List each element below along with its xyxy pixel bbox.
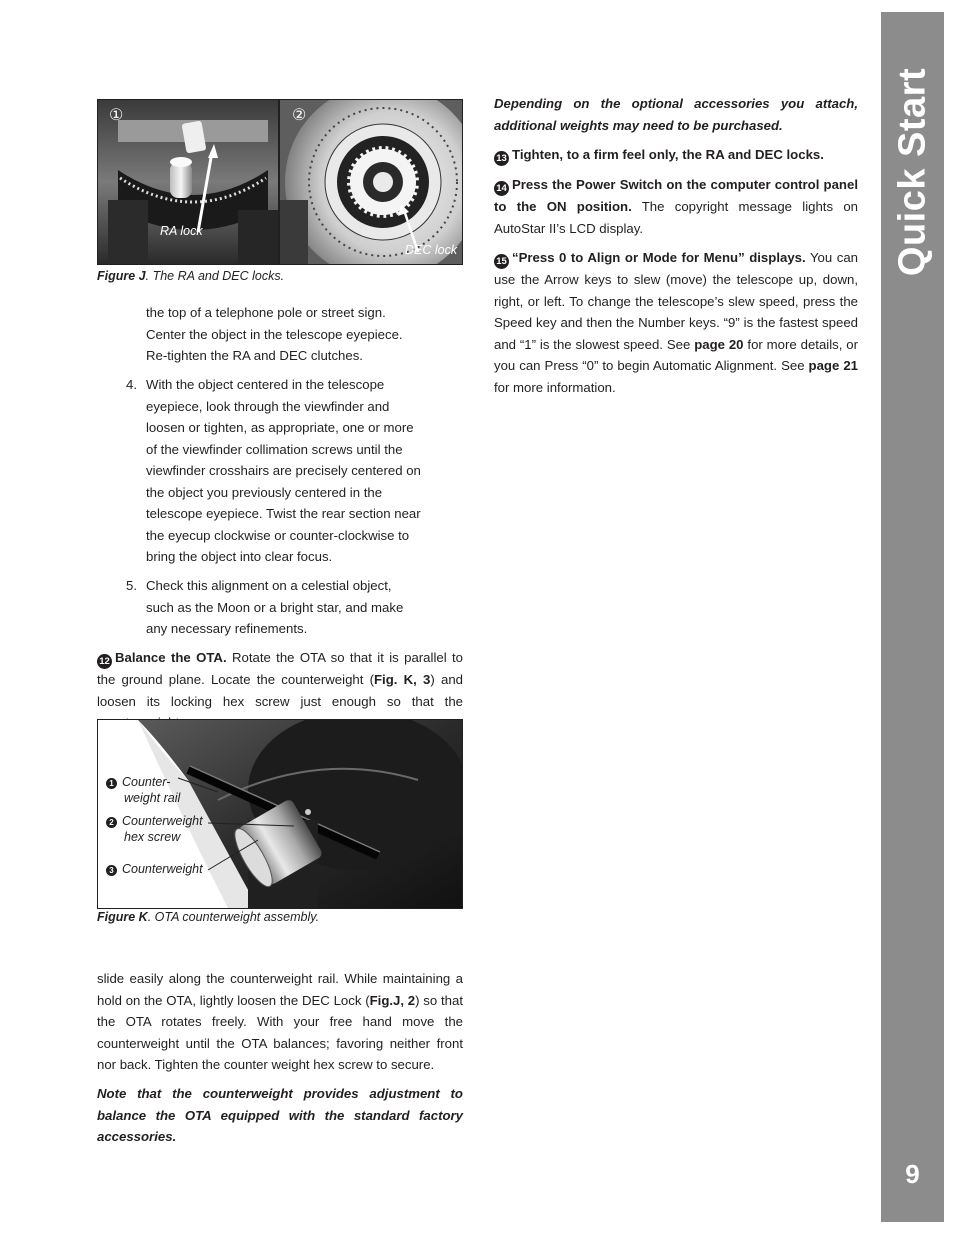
figure-j-caption: Figure J. The RA and DEC locks. [97, 269, 285, 283]
step-3-continuation: the top of a telephone pole or street sign. Center the object in the telescope eyepiece. Re-tighten the RA and DEC clutches. [146, 305, 403, 363]
section-title: Quick Start [891, 67, 933, 277]
counterweight-note: Note that the counterweight provides adjustment to balance the OTA equipped with the standard factory accessories. [97, 1086, 463, 1144]
panel-2-marker: ② [292, 107, 307, 124]
panel-1-marker: ① [109, 107, 124, 124]
figure-j [97, 99, 463, 265]
step-14-marker: 14 [494, 181, 509, 196]
figure-k-caption: Figure K. OTA counterweight assembly. [97, 910, 320, 924]
page-number: 9 [905, 1159, 920, 1189]
step-15-marker: 15 [494, 254, 509, 269]
step-14: 14 Press the Power Switch on the computer control panel to the ON position. The copyright message lights on AutoStar II’s LCD display. [494, 177, 858, 236]
step-13: 13 Tighten, to a firm feel only, the RA and DEC locks. [494, 144, 858, 166]
figure-k-label-2: 2 Counterweight hex screw [106, 813, 203, 845]
step-12: 12 Balance the OTA. Rotate the OTA so that it is parallel to the ground plane. Locate the counterweight (Fig. K, 3) and loosen its locking hex screw just enough so that the [97, 650, 463, 709]
list-item: 4. With the object centered in the telescope eyepiece, look through the viewfinder and loosen or tighten, as appropriate, one or more of the viewfinder collimation screws until the viewfinder crosshairs are precisely centered on the object you previously centered in the telescope eyepiece. Twist the rear section near the eyecup clockwise or counter-clockwise to bring the object into clear focus. [126, 377, 421, 564]
side-tab [881, 12, 944, 1222]
step-12-marker: 12 [97, 654, 112, 669]
step-13-marker: 13 [494, 151, 509, 166]
step-15: 15 “Press 0 to Align or Mode for Menu” displays. You can use the Arrow keys to slew (move) the telescope up, down, right, or left. To change the telescope’s slew speed, press the Speed key and then the Number keys. “9” is the fastest speed and “1” is the slowest speed. See page 20 for more details, or you can Press “0” to begin Automatic Alignment. See page 21 for more information. [494, 250, 859, 395]
list-item: 5. Check this alignment on a celestial object, such as the Moon or a bright star, and make any necessary refinements. [126, 578, 404, 636]
figure-k-label-3: 3 Counterweight [106, 861, 203, 877]
weights-note: Depending on the optional accessories you attach, additional weights may need to be purchased. [494, 96, 858, 133]
ra-lock-label: RA lock [160, 224, 203, 238]
step-12-continuation: slide easily along the counterweight rail. While maintaining a hold on the OTA, lightly loosen the DEC Lock (Fig.J, 2) so that the OTA rotates freely. With your free hand move the counterweight until the OTA balances; favoring neither front nor back. Tighten the counter weight hex screw to secure. [97, 971, 464, 1072]
figure-k [97, 719, 463, 909]
figure-k-label-1: 1 Counter- weight rail [106, 774, 180, 806]
dec-lock-label: DEC lock [405, 243, 458, 257]
figure-j-photo [98, 100, 462, 264]
